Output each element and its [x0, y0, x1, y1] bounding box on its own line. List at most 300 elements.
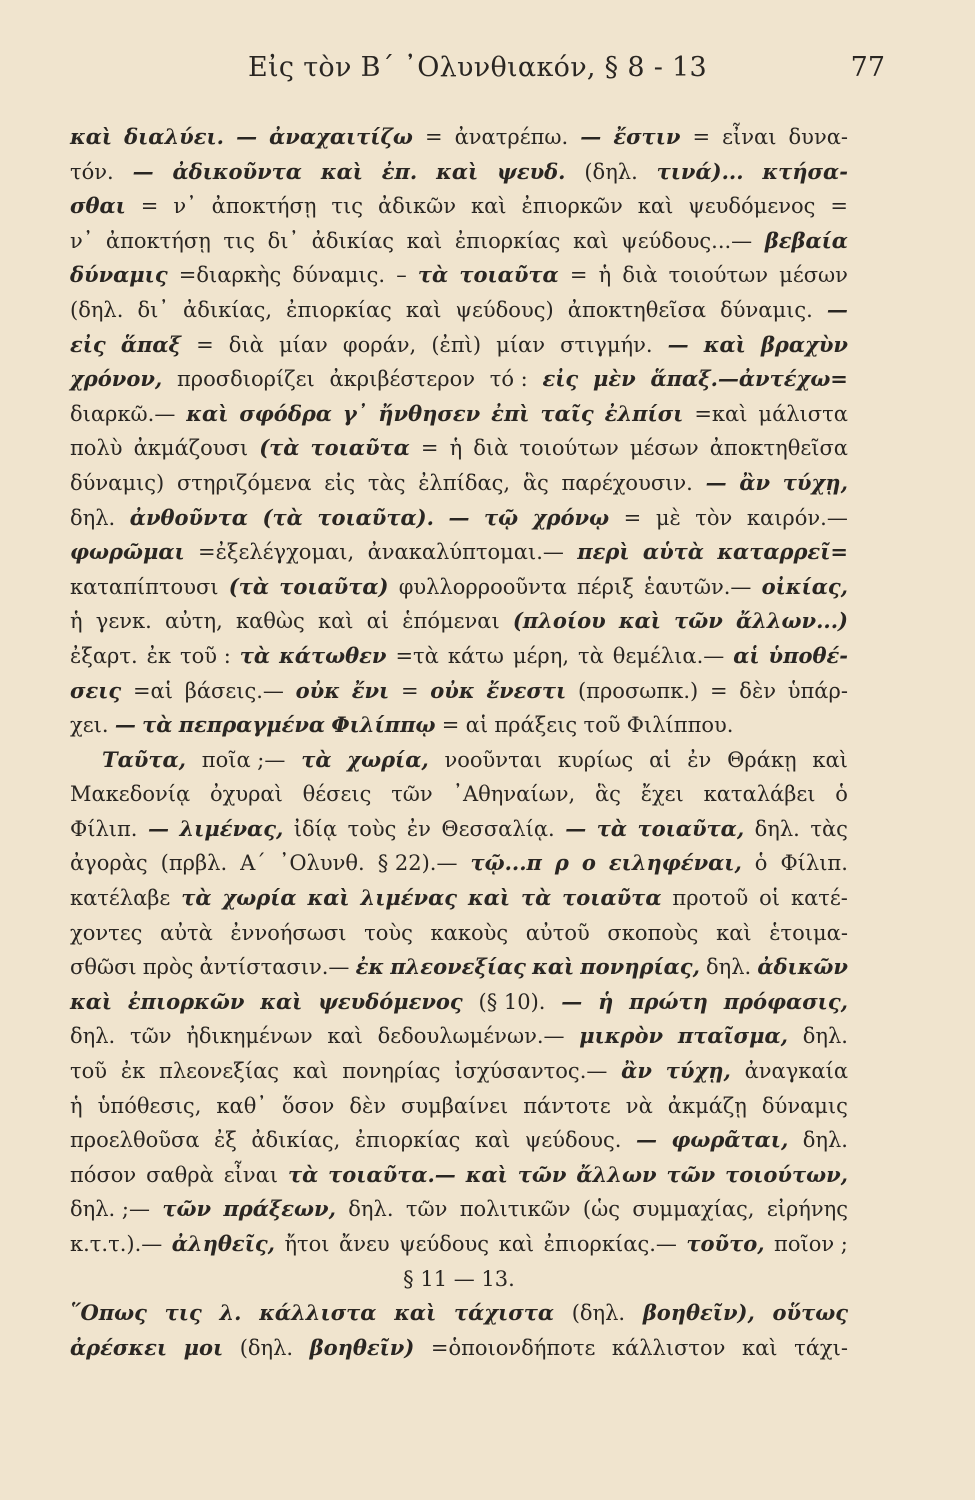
- word: ἐπιορκίας.—: [543, 1232, 677, 1256]
- word: δηλ. ;—: [70, 1197, 150, 1222]
- word: ἀγορὰς: [70, 851, 148, 876]
- word: ἀντίστασιν.—: [199, 955, 350, 980]
- word: ἄλλων: [576, 1161, 657, 1187]
- word: ἀποκτηθεῖσα: [567, 297, 707, 322]
- word: αὐτὰ: [160, 920, 213, 945]
- word: δηλ.: [802, 1024, 848, 1049]
- word: καὶ: [186, 400, 229, 426]
- text-line: [70, 1123, 848, 1158]
- text-line: [70, 570, 848, 605]
- word: ἀνθοῦντα: [129, 504, 248, 530]
- word: αὑτὰ: [642, 539, 704, 565]
- word: τῶν: [517, 1161, 567, 1187]
- word: ἀδικῶν: [377, 194, 457, 219]
- word: ψευδόμενος: [688, 194, 816, 219]
- word: ἐπιορκίας: [286, 297, 392, 322]
- word: τύχῃ,: [665, 1058, 731, 1084]
- word: ὑποθέ-: [768, 642, 848, 668]
- word: θεμέλια.—: [612, 643, 725, 668]
- word: τοῦ: [70, 1059, 108, 1084]
- text-line: [70, 501, 848, 536]
- word: δηλ.: [70, 1024, 116, 1049]
- word: =διαρκὴς: [178, 263, 282, 288]
- word: ἐπιορκίας: [354, 1128, 461, 1153]
- word: (ἐπὶ): [431, 332, 482, 357]
- word: στιγμήν.: [560, 332, 653, 357]
- word: αἱ: [649, 747, 672, 772]
- word: —: [565, 815, 587, 841]
- word: καὶ: [405, 297, 442, 322]
- text-line: [70, 1296, 848, 1331]
- word: τις: [223, 228, 256, 253]
- word: ν᾿: [70, 228, 94, 253]
- word: =: [569, 263, 588, 288]
- word: μὲ: [655, 505, 681, 530]
- word: —: [705, 469, 727, 495]
- text-line: [70, 743, 848, 778]
- word: καὶ: [327, 1024, 363, 1049]
- word: ρ: [554, 850, 569, 876]
- word: καὶ: [618, 608, 661, 634]
- text-line: [70, 1089, 848, 1124]
- word: =: [140, 194, 159, 219]
- word: ἄνευ: [339, 1232, 390, 1256]
- word: μίαν: [496, 332, 546, 357]
- word: ἂν: [621, 1058, 652, 1084]
- word: χωρία: [222, 885, 297, 911]
- word: εἶναι: [722, 125, 777, 149]
- word: οὕτως: [772, 1300, 848, 1326]
- word: τῷ...π: [470, 850, 542, 876]
- word: μέρη,: [512, 643, 570, 668]
- word: =: [623, 505, 642, 530]
- word: κακοὺς: [430, 920, 509, 945]
- word: γενκ.: [95, 609, 152, 634]
- word: τὰ: [287, 1161, 319, 1187]
- word: προσδιορίζει: [177, 367, 315, 392]
- text-line: [70, 362, 848, 397]
- word: κατέλαβε: [70, 886, 171, 911]
- word: —: [236, 124, 258, 149]
- word: δηλ.: [348, 1197, 394, 1222]
- word: σφόδρα: [239, 400, 332, 426]
- word: (τὰ: [259, 435, 300, 461]
- word: ἔνι: [351, 677, 390, 703]
- text-line: [70, 1227, 848, 1262]
- word: =: [420, 436, 439, 461]
- word: καὶ: [716, 920, 752, 945]
- word: τοιούτων: [668, 263, 769, 288]
- word: δηλ.: [802, 1128, 848, 1153]
- word: τὰς: [810, 816, 848, 841]
- word: τὰ: [578, 643, 604, 668]
- word: δηλ.: [706, 955, 752, 980]
- word: σαθρὰ: [146, 1162, 214, 1187]
- word: ἐκ: [146, 643, 172, 668]
- word: καὶ: [471, 194, 507, 219]
- word: ἐπὶ: [491, 400, 530, 426]
- word: —: [635, 1127, 657, 1153]
- word: καὶ: [436, 158, 479, 184]
- text-line: [70, 258, 848, 293]
- word: καθὼς: [235, 609, 305, 634]
- word: τό :: [489, 367, 528, 392]
- word: δύναμις: [761, 1093, 848, 1118]
- word: ἐλπίδας,: [418, 470, 511, 495]
- word: διὰ: [473, 436, 509, 461]
- word: δύναμις.: [292, 263, 386, 288]
- word: ἡ: [70, 1093, 83, 1118]
- word: πεπραγμένα: [178, 712, 326, 738]
- word: τις: [331, 194, 364, 219]
- word: (τὰ: [262, 504, 303, 530]
- word: –: [396, 263, 407, 288]
- word: καὶ: [741, 1335, 778, 1360]
- word: ἰσχύσαντος.—: [454, 1059, 608, 1084]
- word: τῶν: [129, 1024, 172, 1049]
- word: μάλιστα: [758, 401, 848, 426]
- word: —: [147, 815, 169, 841]
- word: ὁ: [754, 851, 768, 876]
- word: Μακεδονίᾳ: [70, 782, 191, 807]
- word: τῶν: [391, 782, 433, 807]
- word: μίαν: [278, 332, 328, 357]
- word: (δηλ.: [239, 1335, 294, 1360]
- word: ἂν: [739, 469, 771, 495]
- word: πρὸς: [142, 955, 194, 980]
- word: ἀδικίας: [311, 228, 395, 253]
- word: ποῖα ;—: [201, 747, 286, 772]
- word: σθῶσι: [70, 955, 137, 980]
- word: (προσωπκ.): [577, 678, 699, 703]
- word: μέσων: [629, 436, 699, 461]
- word: τῶν: [674, 608, 723, 634]
- word: φυλλορροοῦντα: [398, 574, 567, 599]
- word: (τὰ: [228, 573, 269, 599]
- word: ν᾿: [173, 194, 197, 219]
- text-line: [70, 155, 848, 190]
- word: —: [132, 158, 154, 184]
- word: κάλλιστα: [259, 1300, 377, 1326]
- word: πολὺ: [70, 436, 123, 461]
- word: εἰς: [70, 331, 106, 357]
- word: (§ 10).: [478, 989, 546, 1014]
- word: καὶ: [70, 988, 113, 1014]
- word: καὶ: [467, 885, 511, 911]
- word: καὶ: [292, 1059, 329, 1084]
- word: καὶ: [406, 228, 443, 253]
- text-line: [70, 397, 848, 432]
- word: =αἱ: [132, 678, 173, 703]
- word: τὰ: [520, 885, 552, 911]
- word: πρόφασις,: [723, 988, 848, 1014]
- word: πέριξ: [576, 574, 634, 599]
- word: ἐκ: [355, 954, 385, 980]
- word: τοὺς: [364, 920, 413, 945]
- word: καταπίπτουσι: [70, 574, 219, 599]
- word: ἔχει: [640, 782, 684, 807]
- word: καθ᾿: [216, 1093, 267, 1118]
- word: Φιλίππῳ: [331, 712, 436, 738]
- word: λιμένας,: [179, 815, 284, 841]
- word: οὐκ: [430, 677, 475, 703]
- word: πλεονεξίας: [390, 954, 526, 980]
- commentary-text: [70, 120, 848, 1365]
- word: ἃς: [522, 470, 549, 495]
- word: δὲν: [349, 1093, 386, 1118]
- word: αὐτη,: [164, 609, 223, 634]
- word: αἱ: [733, 642, 760, 668]
- word: καὶ: [573, 228, 609, 253]
- word: δύναμις.: [720, 297, 813, 322]
- word: δι᾿: [137, 297, 169, 322]
- word: (δηλ.: [70, 297, 124, 322]
- word: ψεύδους...—: [621, 228, 753, 253]
- word: τοιαῦτα: [310, 435, 410, 461]
- word: κ.τ.τ.).—: [70, 1232, 163, 1256]
- text-line: [70, 846, 848, 881]
- word: ἀποκτήσῃ: [211, 194, 317, 219]
- word: κτήσα-: [762, 158, 848, 184]
- word: ο: [581, 850, 596, 876]
- word: ἤνθησεν: [378, 400, 481, 426]
- text-line: [70, 293, 848, 328]
- word: κατέ-: [790, 886, 848, 911]
- word: ἡ: [449, 436, 463, 461]
- word: τῶν: [666, 1161, 716, 1187]
- word: τὰ: [181, 885, 212, 911]
- word: σκοποὺς: [607, 920, 699, 945]
- word: διὰ: [622, 263, 658, 288]
- word: οἰκίας,: [761, 573, 848, 599]
- word: ὑπόθεσις,: [97, 1093, 202, 1118]
- text-line: [70, 431, 848, 466]
- word: (ὡς: [582, 1197, 620, 1222]
- word: ἔστιν: [613, 124, 681, 149]
- word: δεδουλωμένων.—: [377, 1024, 565, 1049]
- word: χρόνον,: [70, 366, 163, 392]
- word: τῶν: [162, 1196, 212, 1222]
- word: ἅπαξ.—ἀντέχω=: [650, 366, 848, 392]
- word: Ταῦτα,: [102, 746, 186, 772]
- word: ψεύδους): [455, 297, 554, 322]
- word: σθαι: [70, 193, 126, 219]
- word: =: [400, 678, 419, 703]
- word: προελθοῦσα: [70, 1128, 200, 1153]
- word: ταῖς: [540, 400, 594, 426]
- word: γ᾿: [342, 400, 368, 426]
- word: Φιλίππου.: [626, 713, 734, 738]
- word: ἐν: [687, 747, 712, 772]
- word: ἐπιορκῶν: [521, 194, 623, 219]
- word: =καὶ: [694, 401, 748, 426]
- word: ψεύδους: [399, 1232, 490, 1256]
- word: καὶ: [260, 988, 303, 1014]
- word: οὐκ: [295, 677, 340, 703]
- word: τάχι-: [794, 1335, 848, 1360]
- word: μέσων: [779, 263, 848, 288]
- word: εἰς: [324, 470, 356, 495]
- text-line: [70, 535, 848, 570]
- word: ἀνακαλύπτομαι.—: [367, 540, 564, 565]
- text-line: [70, 1019, 848, 1054]
- word: καιρόν.—: [746, 505, 848, 530]
- word: τοῦτο,: [686, 1231, 765, 1256]
- text-line: [70, 639, 848, 674]
- word: ἠδικημένων: [186, 1024, 313, 1049]
- word: ἐννοήσωσι: [230, 920, 347, 945]
- text-line: [70, 120, 848, 155]
- word: καταλάβει: [703, 782, 816, 807]
- text-line: [70, 466, 848, 501]
- word: τὰ: [596, 815, 628, 841]
- word: τύχῃ,: [782, 469, 848, 495]
- text-line: [70, 708, 848, 743]
- word: ποῖον ;: [774, 1232, 848, 1256]
- word: ειληφέναι,: [608, 850, 742, 876]
- word: =ὁποιονδήποτε: [430, 1335, 596, 1360]
- word: ἐν: [406, 816, 431, 841]
- word: ἰδίᾳ: [293, 816, 338, 841]
- word: § 22).—: [377, 851, 458, 876]
- word: ὑπάρ-: [787, 678, 848, 703]
- word: διαλύει.: [124, 124, 224, 149]
- word: τοιούτων,: [725, 1161, 848, 1187]
- word: πταῖσμα,: [677, 1023, 788, 1049]
- word: βραχὺν: [760, 331, 848, 357]
- word: πρώτη: [629, 988, 708, 1014]
- word: ἀδικοῦντα: [172, 158, 302, 184]
- word: τὰς: [367, 470, 406, 495]
- word: εἰρήνης: [766, 1197, 848, 1222]
- word: λ.: [219, 1300, 242, 1326]
- word: ἐκ: [120, 1059, 146, 1084]
- word: εἰς: [542, 366, 579, 392]
- word: ἑτοιμα-: [769, 920, 848, 945]
- word: ἀναγκαία: [744, 1059, 848, 1084]
- word: ἐλπίσι: [604, 400, 684, 426]
- text-line: [70, 674, 848, 709]
- word: βοηθεῖν),: [642, 1300, 755, 1326]
- word: παρέχουσιν.: [561, 470, 693, 495]
- word: στηριζόμενα: [176, 470, 312, 495]
- word: συμβαίνει: [401, 1093, 509, 1118]
- word: νὰ: [625, 1093, 653, 1118]
- word: προτοῦ: [672, 886, 749, 911]
- text-line: [70, 777, 848, 812]
- word: καταρρεῖ=: [717, 539, 848, 565]
- word: ἀνατρέπω.: [454, 125, 569, 149]
- word: τὸν: [695, 505, 733, 530]
- word: Φίλιπ.: [780, 851, 848, 876]
- text-line: [70, 224, 848, 259]
- word: ὅσον: [281, 1093, 335, 1118]
- word: χει.: [70, 713, 109, 738]
- word: κάτωθεν: [279, 642, 387, 668]
- word: —: [580, 124, 602, 149]
- word: =ἐξελέγχομαι,: [198, 540, 355, 565]
- word: ἀκμάζουσι: [133, 436, 249, 461]
- word: τὰ: [239, 642, 271, 668]
- word: συμμαχίας,: [632, 1197, 755, 1222]
- word: ἀληθεῖς,: [171, 1231, 275, 1256]
- text-line: [70, 881, 848, 916]
- word: (πρβλ.: [160, 851, 228, 876]
- word: διαρκῶ.—: [70, 401, 176, 426]
- word: μὲν: [592, 366, 636, 392]
- word: καὶ: [320, 158, 363, 184]
- word: τοιούτων: [519, 436, 619, 461]
- word: καὶ: [307, 885, 350, 911]
- word: αἱ: [366, 609, 390, 634]
- word: ἅπαξ: [120, 331, 181, 357]
- word: τὰ: [142, 712, 173, 738]
- text-line: [70, 1262, 848, 1297]
- word: ἡ: [598, 263, 612, 288]
- word: ἀναχαιτίζω: [269, 124, 413, 149]
- word: φωρᾶται,: [671, 1127, 789, 1153]
- word: χοντες: [70, 920, 143, 945]
- word: =: [424, 125, 443, 149]
- word: διὰ: [228, 332, 264, 357]
- word: αἱ: [465, 713, 489, 738]
- word: τοιαῦτα,: [637, 815, 745, 841]
- word: ὁ: [835, 782, 848, 807]
- word: φωρῶμαι: [70, 539, 185, 565]
- text-line: [70, 1192, 848, 1227]
- word: καὶ: [474, 1128, 511, 1153]
- word: τῶν: [405, 1197, 448, 1222]
- word: τῷ: [484, 504, 519, 530]
- word: νοοῦνται: [444, 747, 543, 772]
- word: τοιαῦτα).: [317, 504, 434, 530]
- word: πονηρίας: [342, 1059, 441, 1084]
- word: δὲν: [739, 678, 776, 703]
- text-line: [70, 812, 848, 847]
- word: ὀχυραὶ: [209, 782, 283, 807]
- word: =: [196, 332, 214, 357]
- word: —: [826, 296, 848, 322]
- section-heading: § 11 — 13.: [403, 1266, 515, 1291]
- word: βεβαία: [764, 227, 848, 253]
- word: ἄλλων...): [735, 608, 848, 634]
- word: δηλ.: [754, 816, 800, 841]
- word: (πλοίου: [512, 608, 606, 634]
- word: ᾿Αθηναίων,: [452, 782, 576, 807]
- word: πάντοτε: [523, 1093, 611, 1118]
- page-number: 77: [850, 52, 885, 83]
- word: χρόνῳ: [532, 504, 610, 530]
- word: καὶ: [498, 1232, 535, 1256]
- word: ἀποκτήσῃ: [105, 228, 211, 253]
- word: τάχιστα: [453, 1300, 554, 1326]
- word: =: [830, 194, 848, 219]
- word: τις: [164, 1300, 202, 1326]
- word: ἀδικῶν: [757, 954, 848, 980]
- word: ἀκριβέστερον: [329, 367, 475, 392]
- text-line: [70, 604, 848, 639]
- word: μικρὸν: [579, 1023, 664, 1049]
- word: —: [561, 988, 583, 1014]
- text-line: [70, 328, 848, 363]
- word: κάτω: [447, 643, 504, 668]
- word: καὶ: [637, 194, 674, 219]
- word: ψεύδους.: [524, 1128, 622, 1153]
- word: καὶ: [812, 747, 848, 772]
- word: δηλ.: [70, 505, 116, 530]
- word: ἤτοι: [284, 1232, 330, 1256]
- word: ἐπιορκῶν: [127, 988, 245, 1014]
